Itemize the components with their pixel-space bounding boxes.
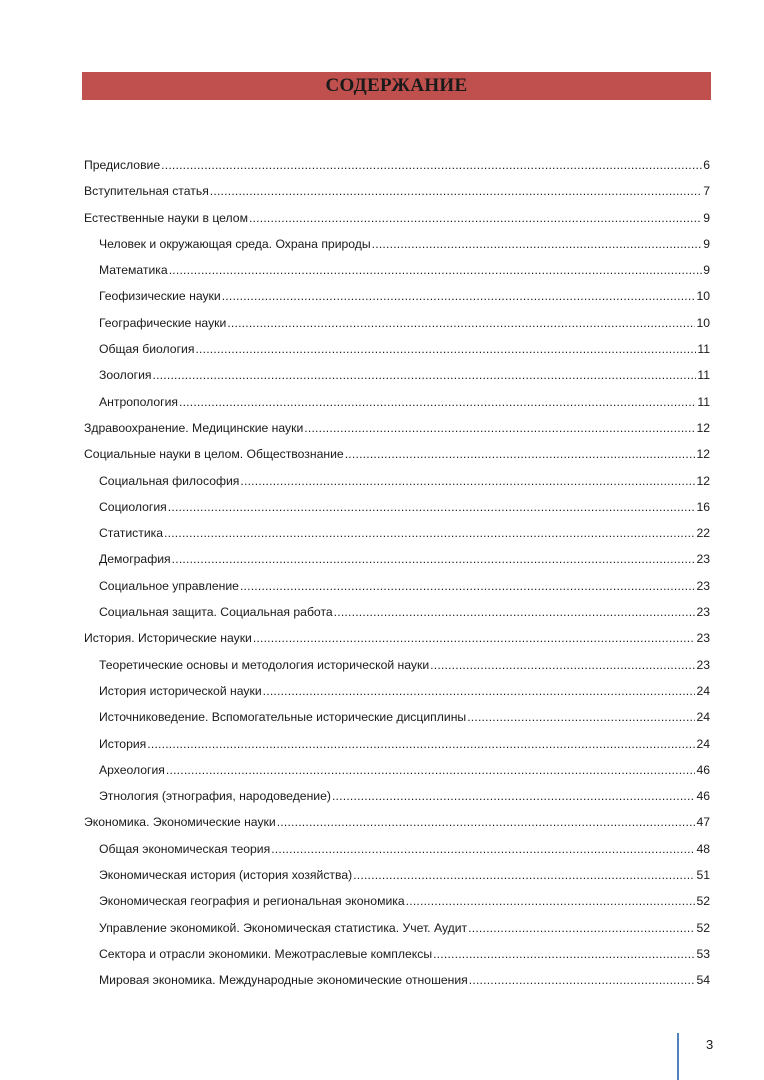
toc-entry-label: Предисловие [84, 158, 161, 172]
toc-entry-label: Социальное управление [99, 578, 239, 593]
toc-entry-page: 12 [696, 473, 710, 488]
page-number: 3 [706, 1037, 714, 1052]
toc-entry[interactable] [84, 888, 710, 914]
toc-entry[interactable] [84, 231, 710, 257]
toc-dot-leader [304, 415, 695, 441]
toc-dot-leader [372, 231, 703, 257]
toc-dot-leader [222, 283, 696, 309]
toc-entry-page: 22 [696, 526, 710, 541]
toc-entry[interactable] [84, 625, 710, 651]
toc-entry[interactable] [84, 783, 710, 809]
toc-entry[interactable] [84, 494, 710, 520]
toc-entry-label: Общая экономическая теория [99, 841, 271, 856]
toc-entry[interactable] [84, 310, 710, 336]
toc-entry[interactable] [84, 652, 710, 678]
toc-entry-label: Археология [99, 762, 165, 777]
toc-entry-label: Сектора и отрасли экономики. Межотраслевые комплексы [99, 946, 433, 961]
toc-entry-label: Естественные науки в целом [84, 210, 248, 225]
toc-entry-label: История [99, 736, 147, 751]
toc-dot-leader [263, 678, 696, 704]
toc-entry-page: 24 [696, 710, 710, 725]
toc-entry-page: 12 [696, 447, 710, 462]
toc-entry-label: История исторической науки [99, 683, 262, 698]
toc-entry-label: Социология [99, 499, 167, 514]
toc-entry-label: Человек и окружающая среда. Охрана природы [99, 236, 371, 251]
toc-entry-label: Социальные науки в целом. Обществознание [84, 447, 344, 462]
toc-entry[interactable] [84, 468, 710, 494]
toc-entry[interactable] [84, 967, 710, 993]
toc-dot-leader [164, 520, 695, 546]
toc-entry[interactable] [84, 441, 710, 467]
toc-entry[interactable] [84, 336, 710, 362]
toc-entry[interactable] [84, 731, 710, 757]
toc-entry-page: 6 [703, 158, 710, 172]
toc-entry[interactable] [84, 415, 710, 441]
toc-entry[interactable] [84, 678, 710, 704]
toc-entry-page: 23 [696, 552, 710, 567]
toc-entry-page: 51 [696, 868, 710, 883]
toc-entry-page: 53 [696, 946, 710, 961]
toc-dot-leader [168, 494, 696, 520]
toc-entry-page: 48 [696, 841, 710, 856]
toc-dot-leader [166, 757, 696, 783]
toc-entry-page: 11 [697, 394, 710, 409]
toc-entry-page: 7 [703, 184, 710, 199]
footer-divider [677, 1033, 679, 1080]
toc-dot-leader [271, 836, 695, 862]
toc-entry-label: Математика [99, 263, 168, 278]
toc-dot-leader [195, 336, 696, 362]
toc-dot-leader [153, 362, 697, 388]
toc-entry-label: Антропология [99, 394, 178, 409]
toc-entry-page: 12 [696, 420, 710, 435]
toc-entry-label: Географические науки [99, 315, 227, 330]
toc-dot-leader [353, 862, 695, 888]
toc-dot-leader [430, 652, 695, 678]
toc-entry[interactable] [84, 941, 710, 967]
toc-dot-leader [179, 389, 696, 415]
toc-entry-page: 23 [696, 605, 710, 620]
toc-entry-page: 10 [696, 289, 710, 304]
toc-entry-label: Социальная философия [99, 473, 240, 488]
toc-dot-leader [332, 783, 695, 809]
toc-entry-page: 47 [696, 815, 710, 830]
toc-entry-label: Источниковедение. Вспомогательные исторические дисциплины [99, 710, 467, 725]
toc-dot-leader [468, 915, 695, 941]
toc-entry-label: Социальная защита. Социальная работа [99, 605, 333, 620]
toc-dot-leader [469, 967, 696, 993]
toc-entry-page: 11 [697, 342, 710, 357]
toc-entry-label: Здравоохранение. Медицинские науки [84, 420, 304, 435]
toc-dot-leader [406, 888, 696, 914]
toc-entry-label: Геофизические науки [99, 289, 221, 304]
toc-entry[interactable] [84, 283, 710, 309]
toc-dot-leader [334, 599, 696, 625]
toc-dot-leader [210, 178, 702, 204]
toc-entry-page: 52 [696, 920, 710, 935]
toc-entry[interactable] [84, 915, 710, 941]
toc-entry-page: 52 [696, 894, 710, 909]
toc-entry-label: Экономическая история (история хозяйства) [99, 868, 353, 883]
toc-dot-leader [345, 441, 696, 467]
toc-entry-page: 9 [703, 236, 710, 251]
toc-dot-leader [227, 310, 695, 336]
toc-entry-label: Этнология (этнография, народоведение) [99, 789, 331, 804]
toc-entry-page: 10 [696, 315, 710, 330]
toc-entry-page: 9 [703, 210, 710, 225]
toc-entry[interactable] [84, 389, 710, 415]
toc-entry[interactable] [84, 862, 710, 888]
toc-dot-leader [161, 152, 702, 178]
toc-title-bar [82, 72, 711, 100]
toc-dot-leader [253, 625, 696, 651]
toc-entry-page: 23 [696, 578, 710, 593]
toc-entry[interactable] [84, 362, 710, 388]
toc-entry-page: 16 [696, 499, 710, 514]
toc-entry-page: 54 [696, 973, 710, 988]
toc-entry-label: Демография [99, 552, 171, 567]
toc-entry-page: 23 [696, 631, 710, 646]
toc-entry-page: 24 [696, 683, 710, 698]
toc-entry[interactable] [84, 546, 710, 572]
toc-dot-leader [433, 941, 695, 967]
toc-entry-label: История. Исторические науки [84, 631, 252, 646]
toc-entry-page: 23 [696, 657, 710, 672]
toc-dot-leader [240, 468, 695, 494]
toc-entry-label: Зоология [99, 368, 152, 383]
toc-entry[interactable] [84, 599, 710, 625]
toc-entry-label: Общая биология [99, 342, 195, 357]
toc-entry-label: Управление экономикой. Экономическая статистика. Учет. Аудит [99, 920, 468, 935]
table-of-contents [84, 152, 710, 994]
toc-entry-label: Экономическая география и региональная экономика [99, 894, 405, 909]
toc-entry-page: 9 [703, 263, 710, 278]
toc-entry-page: 24 [696, 736, 710, 751]
toc-entry-label: Статистика [99, 526, 164, 541]
toc-entry-label: Экономика. Экономические науки [84, 815, 276, 830]
toc-entry-page: 11 [697, 368, 710, 383]
toc-dot-leader [277, 809, 696, 835]
toc-entry[interactable] [84, 809, 710, 835]
toc-dot-leader [169, 257, 703, 283]
toc-entry-page: 46 [696, 789, 710, 804]
toc-entry-label: Мировая экономика. Международные экономические отношения [99, 973, 468, 988]
toc-entry[interactable] [84, 257, 710, 283]
toc-entry-label: Вступительная статья [84, 184, 209, 199]
toc-dot-leader [240, 573, 696, 599]
toc-entry[interactable] [84, 205, 710, 231]
toc-entry[interactable] [84, 573, 710, 599]
toc-entry[interactable] [84, 704, 710, 730]
toc-entry-page: 46 [696, 762, 710, 777]
toc-entry[interactable] [84, 178, 710, 204]
page-title: СОДЕРЖАНИЕ [325, 75, 468, 96]
toc-entry[interactable] [84, 757, 710, 783]
toc-entry[interactable] [84, 520, 710, 546]
toc-entry-label: Теоретические основы и методология исторической науки [99, 657, 430, 672]
toc-dot-leader [467, 704, 695, 730]
toc-dot-leader [249, 205, 702, 231]
toc-dot-leader [147, 731, 695, 757]
toc-entry[interactable] [84, 152, 710, 178]
toc-entry[interactable] [84, 836, 710, 862]
toc-dot-leader [172, 546, 696, 572]
